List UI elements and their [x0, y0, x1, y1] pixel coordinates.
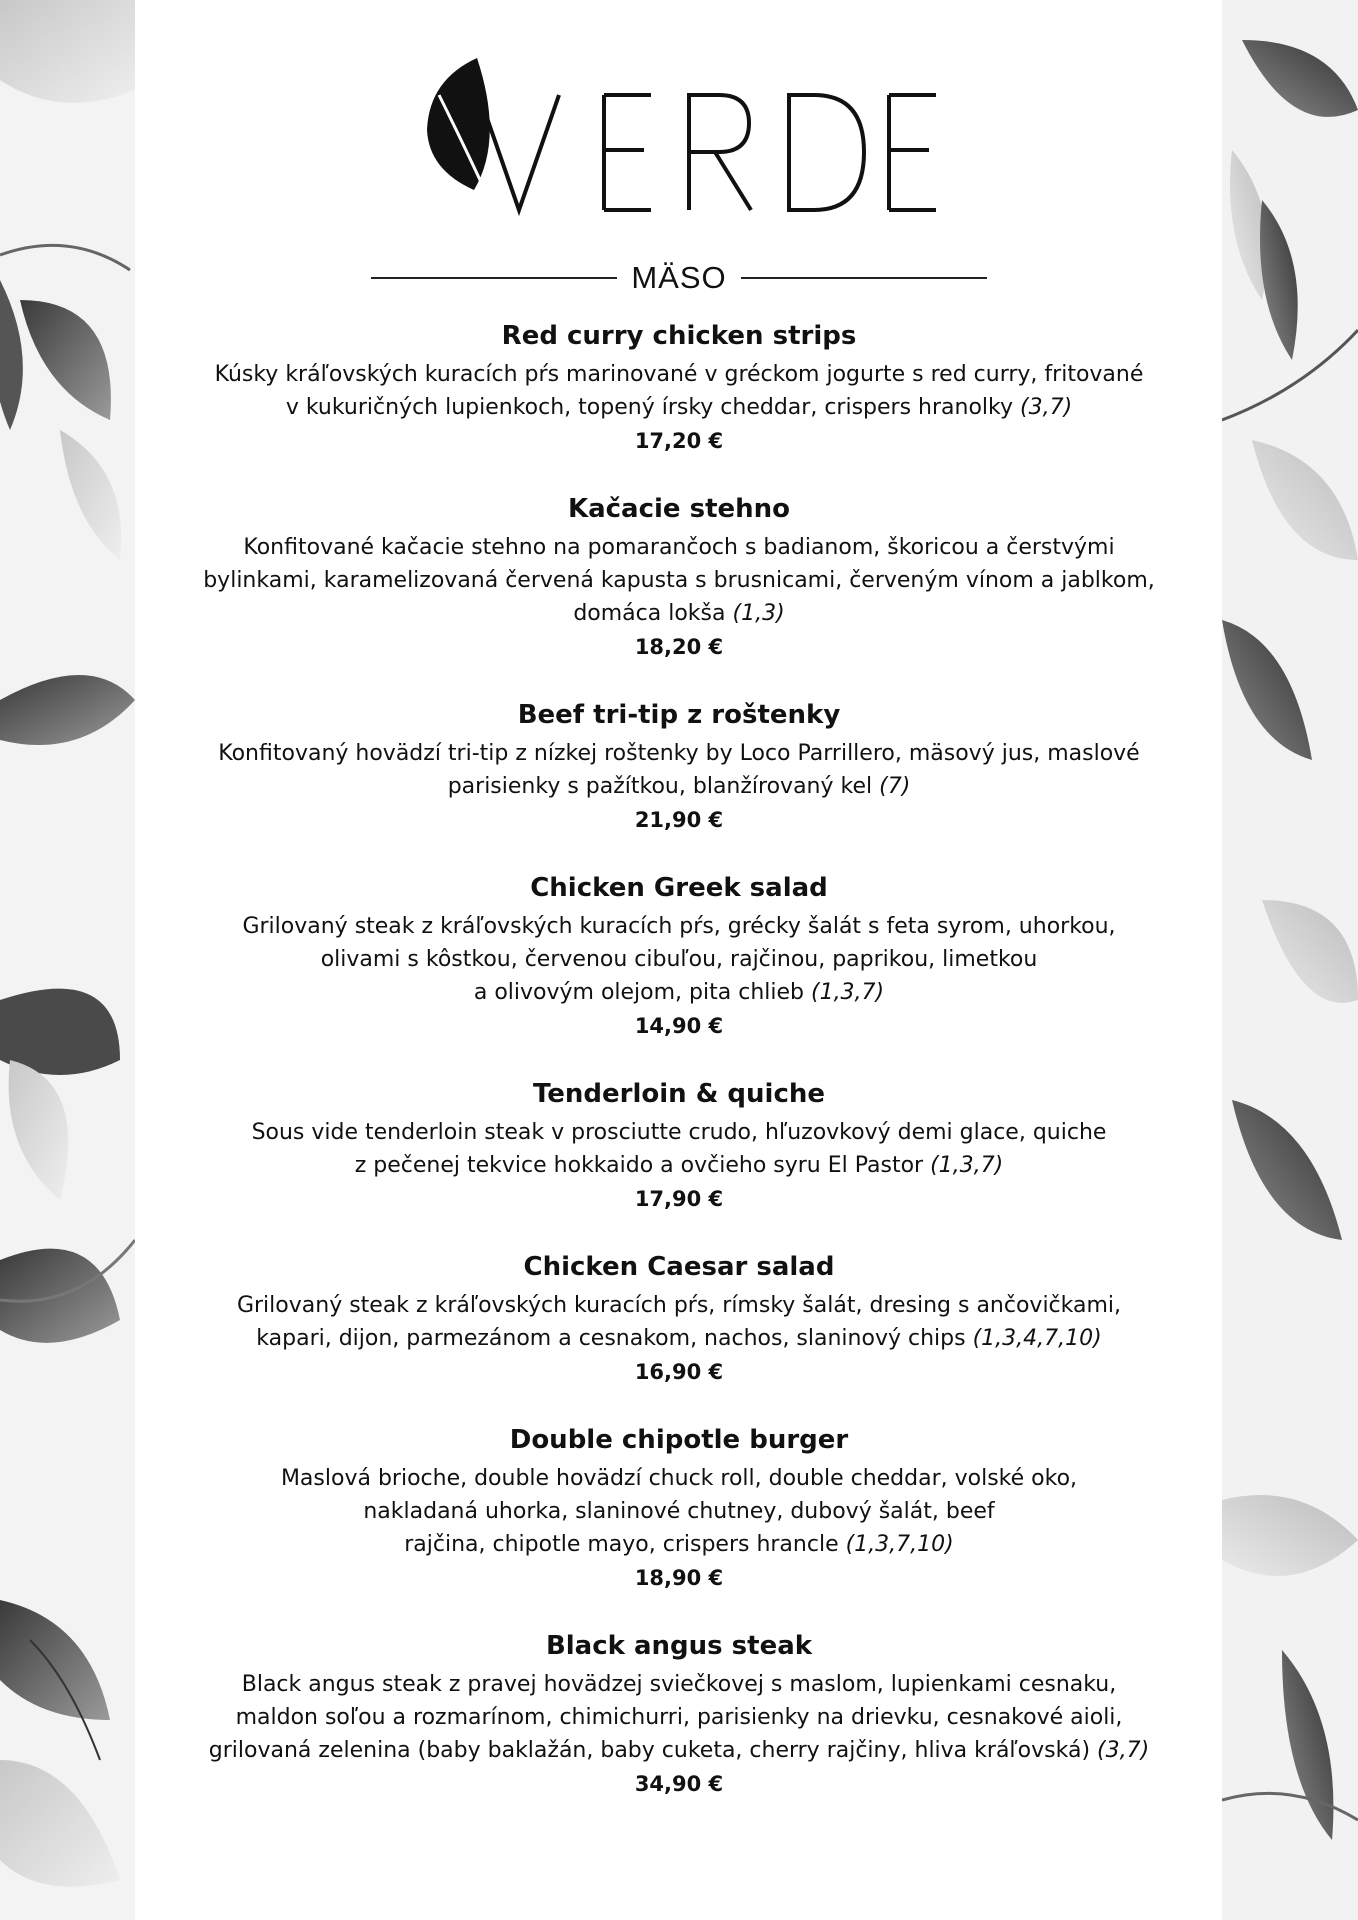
description-text: maldon soľou a rozmarínom, chimichurri, parisienky na drievku, cesnakové aioli,	[235, 1705, 1123, 1730]
description-line	[180, 564, 1178, 597]
dish-price: 17,20 €	[634, 429, 724, 453]
description-text: Black angus steak z pravej hovädzej sviečkovej s maslom, lupienkami cesnaku,	[241, 1672, 1117, 1697]
menu-item	[180, 866, 1178, 1043]
allergen-codes: (7)	[879, 774, 911, 799]
description-line	[180, 1149, 1178, 1182]
description-line	[180, 1495, 1178, 1528]
description-text: Grilovaný steak z kráľovských kuracích pŕs, grécky šalát s feta syrom, uhorkou,	[242, 914, 1116, 939]
menu-item	[180, 693, 1178, 837]
description-line	[180, 976, 1178, 1009]
dish-description	[180, 1462, 1178, 1561]
dish-name: Chicken Caesar salad	[523, 1252, 835, 1282]
menu-item	[180, 1072, 1178, 1216]
menu-item	[180, 1418, 1178, 1595]
dish-name: Beef tri-tip z roštenky	[517, 700, 841, 730]
dish-name: Kačacie stehno	[567, 494, 791, 524]
dish-name: Tenderloin & quiche	[532, 1079, 826, 1109]
description-text: nakladaná uhorka, slaninové chutney, dubový šalát, beef	[363, 1499, 995, 1524]
description-line	[180, 770, 1178, 803]
dish-description	[180, 1116, 1178, 1182]
description-text: rajčina, chipotle mayo, crispers hrancle	[404, 1532, 839, 1557]
allergen-codes: (3,7)	[1020, 395, 1073, 420]
heading-rule-right	[741, 277, 987, 279]
description-text: kapari, dijon, parmezánom a cesnakom, nachos, slaninový chips	[256, 1326, 966, 1351]
brand-logo	[0, 50, 1358, 220]
dish-price: 17,90 €	[634, 1187, 724, 1211]
description-line	[180, 737, 1178, 770]
allergen-codes: (1,3,4,7,10)	[972, 1326, 1102, 1351]
dish-description	[180, 358, 1178, 424]
description-text: bylinkami, karamelizovaná červená kapusta s brusnicami, červeným vínom a jablkom,	[203, 568, 1155, 593]
description-text: Konfitované kačacie stehno na pomarančoch s badianom, škoricou a čerstvými	[243, 535, 1115, 560]
dish-name: Red curry chicken strips	[501, 321, 857, 351]
description-text: grilovaná zelenina (baby baklažán, baby cuketa, cherry rajčiny, hliva kráľovská)	[208, 1738, 1091, 1763]
description-text: Maslová brioche, double hovädzí chuck roll, double cheddar, volské oko,	[280, 1466, 1078, 1491]
dish-description	[180, 1668, 1178, 1767]
description-text: v kukuričných lupienkoch, topený írsky cheddar, crispers hranolky	[285, 395, 1013, 420]
allergen-codes: (1,3,7)	[930, 1153, 1004, 1178]
section-title: MÄSO	[631, 260, 727, 295]
dish-name: Black angus steak	[545, 1631, 813, 1661]
description-line	[180, 1528, 1178, 1561]
description-text: z pečenej tekvice hokkaido a ovčieho syru El Pastor	[354, 1153, 924, 1178]
description-text: Konfitovaný hovädzí tri-tip z nízkej roštenky by Loco Parrillero, mäsový jus, maslové	[218, 741, 1140, 766]
menu-item	[180, 314, 1178, 458]
description-line	[180, 1322, 1178, 1355]
allergen-codes: (1,3)	[732, 601, 785, 626]
allergen-codes: (1,3,7)	[810, 980, 885, 1005]
description-text: a olivovým olejom, pita chlieb	[473, 980, 804, 1005]
dish-description	[180, 531, 1178, 630]
allergen-codes: (3,7)	[1097, 1738, 1150, 1763]
menu-item	[180, 1245, 1178, 1389]
description-line	[180, 943, 1178, 976]
dish-description	[180, 910, 1178, 1009]
description-line	[180, 1701, 1178, 1734]
dish-price: 14,90 €	[634, 1014, 724, 1038]
dish-price: 16,90 €	[634, 1360, 724, 1384]
dish-description	[180, 737, 1178, 803]
description-text: parisienky s pažítkou, blanžírovaný kel	[447, 774, 873, 799]
dish-name: Double chipotle burger	[509, 1425, 849, 1455]
description-line	[180, 1734, 1178, 1767]
description-line	[180, 391, 1178, 424]
dish-description	[180, 1289, 1178, 1355]
allergen-codes: (1,3,7,10)	[845, 1532, 954, 1557]
menu-item	[180, 487, 1178, 664]
description-line	[180, 1462, 1178, 1495]
description-text: Grilovaný steak z kráľovských kuracích pŕs, rímsky šalát, dresing s ančovičkami,	[236, 1293, 1122, 1318]
description-text: Kúsky kráľovských kuracích pŕs marinované v gréckom jogurte s red curry, fritované	[214, 362, 1144, 387]
description-text: olivami s kôstkou, červenou cibuľou, rajčinou, paprikou, limetkou	[320, 947, 1038, 972]
description-line	[180, 910, 1178, 943]
description-line	[180, 1116, 1178, 1149]
dish-name: Chicken Greek salad	[530, 873, 828, 903]
description-text: domáca lokša	[573, 601, 726, 626]
dish-price: 18,20 €	[634, 635, 724, 659]
menu-list	[180, 314, 1178, 1830]
section-heading	[0, 258, 1358, 298]
description-line	[180, 531, 1178, 564]
description-line	[180, 1289, 1178, 1322]
description-line	[180, 358, 1178, 391]
description-line	[180, 1668, 1178, 1701]
dish-price: 21,90 €	[634, 808, 724, 832]
dish-price: 34,90 €	[634, 1772, 724, 1796]
description-line	[180, 597, 1178, 630]
description-text: Sous vide tenderloin steak v prosciutte crudo, hľuzovkový demi glace, quiche	[251, 1120, 1107, 1145]
heading-rule-left	[371, 277, 617, 279]
dish-price: 18,90 €	[634, 1566, 724, 1590]
menu-item	[180, 1624, 1178, 1801]
leaf-logo-icon	[419, 50, 939, 220]
